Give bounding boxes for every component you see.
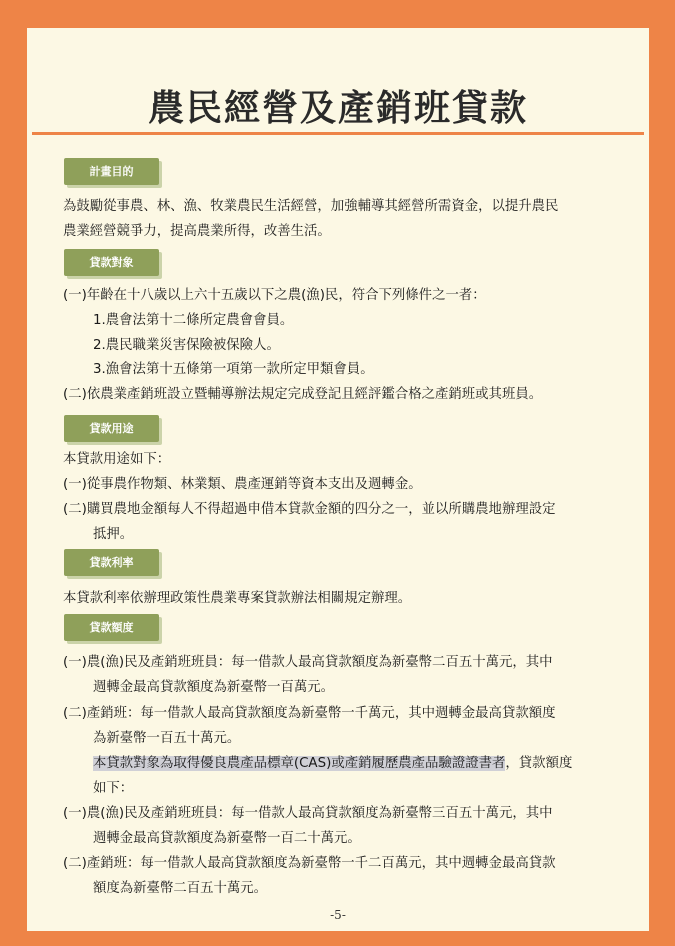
amount-line-2: 週轉金最高貸款額度為新臺幣一百萬元。 xyxy=(93,680,335,695)
section-badge-target: 貸款對象 xyxy=(64,249,159,276)
target-line-4: 3.漁會法第十五條第一項第一款所定甲類會員。 xyxy=(93,362,374,377)
section-badge-rate: 貸款利率 xyxy=(64,549,159,576)
amount-line-5-tail: ，貸款額度 xyxy=(505,756,573,771)
target-line-1: (一)年齡在十八歲以上六十五歲以下之農(漁)民，符合下列條件之一者： xyxy=(63,288,486,303)
target-line-2: 1.農會法第十二條所定農會會員。 xyxy=(93,313,294,328)
usage-line-2: (一)從事農作物類、林業類、農產運銷等資本支出及週轉金。 xyxy=(63,477,422,492)
section-badge-amount: 貸款額度 xyxy=(64,614,159,641)
usage-line-1: 本貸款用途如下： xyxy=(63,452,171,467)
amount-line-4: 為新臺幣一百五十萬元。 xyxy=(93,731,241,746)
highlighted-text: 本貸款對象為取得優良農產品標章(CAS)或產銷履歷農產品驗證證書者 xyxy=(93,756,506,771)
page-title: 農民經營及產銷班貸款 xyxy=(147,87,528,129)
usage-line-4: 抵押。 xyxy=(93,527,134,542)
amount-line-10: 額度為新臺幣二百五十萬元。 xyxy=(93,881,268,896)
section-badge-usage: 貸款用途 xyxy=(64,415,159,442)
title-divider xyxy=(32,132,644,135)
target-line-5: (二)依農業產銷班設立暨輔導辦法規定完成登記且經評鑑合格之產銷班或其班員。 xyxy=(63,387,543,402)
purpose-line-2: 農業經營競爭力，提高農業所得，改善生活。 xyxy=(63,224,331,239)
rate-line-1: 本貸款利率依辦理政策性農業專案貸款辦法相關規定辦理。 xyxy=(63,591,412,606)
amount-line-9: (二)產銷班：每一借款人最高貸款額度為新臺幣一千二百萬元，其中週轉金最高貸款 xyxy=(63,856,556,871)
amount-line-7: (一)農(漁)民及產銷班班員：每一借款人最高貸款額度為新臺幣三百五十萬元，其中 xyxy=(63,806,553,821)
usage-line-3: (二)購買農地金額每人不得超過申借本貸款金額的四分之一，並以所購農地辦理設定 xyxy=(63,502,556,517)
purpose-line-1: 為鼓勵從事農、林、漁、牧業農民生活經營，加強輔導其經營所需資金，以提升農民 xyxy=(63,199,559,214)
amount-line-6: 如下： xyxy=(93,781,134,796)
amount-line-8: 週轉金最高貸款額度為新臺幣一百二十萬元。 xyxy=(93,831,361,846)
document-page xyxy=(27,28,649,931)
page-number: -5- xyxy=(330,908,346,922)
target-line-3: 2.農民職業災害保險被保險人。 xyxy=(93,338,280,353)
amount-line-3: (二)產銷班：每一借款人最高貸款額度為新臺幣一千萬元，其中週轉金最高貸款額度 xyxy=(63,706,556,721)
amount-line-1: (一)農(漁)民及產銷班班員：每一借款人最高貸款額度為新臺幣二百五十萬元，其中 xyxy=(63,655,553,670)
section-badge-purpose: 計畫目的 xyxy=(64,158,159,185)
amount-line-5 xyxy=(93,755,572,773)
